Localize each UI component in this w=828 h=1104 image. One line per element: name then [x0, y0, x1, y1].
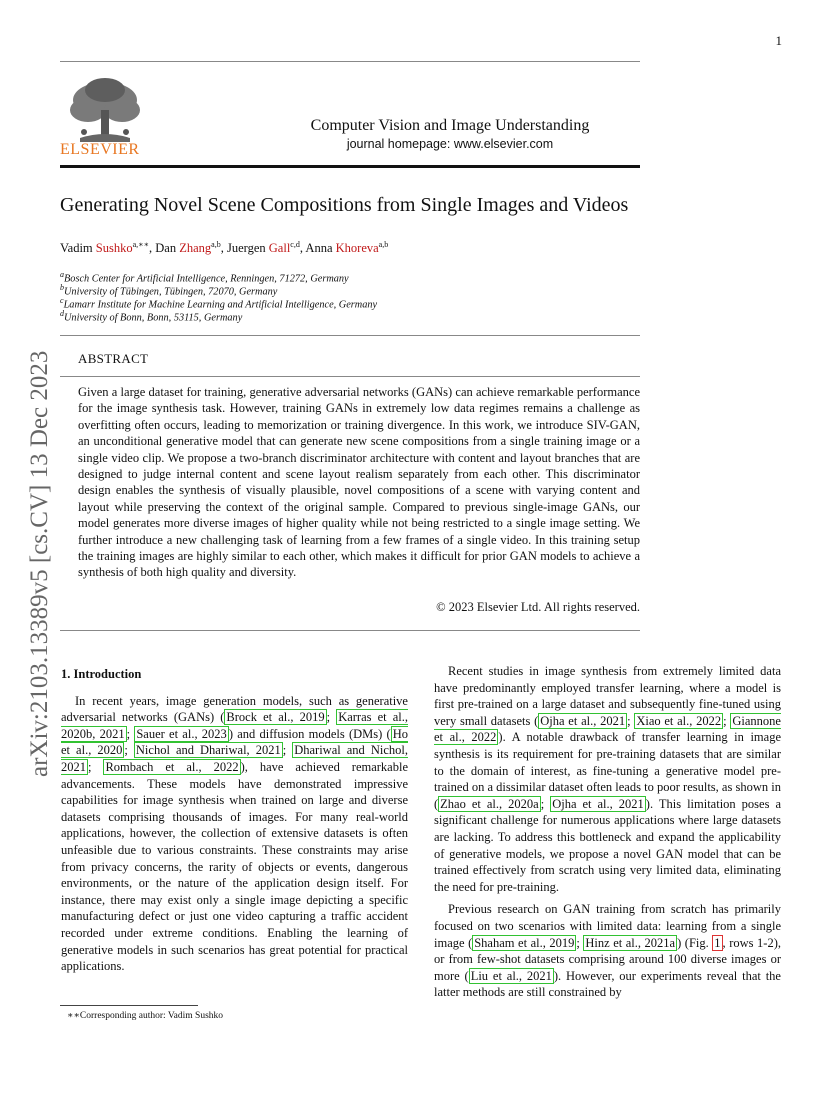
- author-list: [60, 240, 388, 256]
- affiliation-text: Bosch Center for Artificial Intelligence, Renningen, 71272, Germany: [64, 273, 349, 285]
- affiliation: [60, 309, 242, 323]
- affiliation-text: University of Tübingen, Tübingen, 72070, Germany: [64, 286, 278, 298]
- citation-link[interactable]: Brock et al., 2019: [226, 710, 325, 725]
- arxiv-sidebar: [22, 290, 52, 790]
- abstract-heading: ABSTRACT: [78, 351, 149, 366]
- body-text: ;: [126, 726, 135, 741]
- footnote-rule: [60, 1005, 198, 1006]
- citation-link[interactable]: Dhariwal and Nichol, 2021: [61, 743, 408, 774]
- body-text: ;: [88, 759, 104, 774]
- intro-paragraph-2: [434, 663, 781, 895]
- author-first-name: Dan: [155, 241, 180, 256]
- citation-link[interactable]: Nichol and Dhariwal, 2021: [135, 743, 281, 758]
- author-first-name: Anna: [305, 241, 336, 256]
- abstract-bottom-rule: [60, 630, 640, 631]
- journal-name: Computer Vision and Image Understanding: [310, 117, 590, 134]
- body-text: Recent studies in image synthesis from extremely limited data have predominantly employed transfer learning, where a model is first pre-trained on a large dataset and subsequently fine-tuned using very small datasets (: [434, 664, 781, 728]
- citation-link[interactable]: Zhao et al., 2020a: [440, 796, 539, 811]
- right-column: [434, 663, 781, 1007]
- body-text: ;: [124, 743, 134, 758]
- arxiv-identifier: arXiv:2103.13389v5 [cs.CV] 13 Dec 2023: [26, 350, 53, 777]
- body-text: ;: [540, 796, 551, 811]
- body-text: ) (Fig.: [677, 935, 713, 950]
- body-text: ;: [723, 713, 731, 728]
- author-first-name: Vadim: [60, 241, 96, 256]
- citation-link[interactable]: Giannone et al., 2022: [434, 713, 781, 745]
- paper-title: Generating Novel Scene Compositions from Single Images and Videos: [60, 194, 629, 216]
- header-bottom-rule: [60, 165, 640, 168]
- author-separator: ,: [299, 241, 306, 256]
- author-last-name-link[interactable]: Gall: [268, 241, 291, 256]
- citation-link[interactable]: Rombach et al., 2022: [105, 759, 239, 774]
- author-first-name: Juergen: [226, 241, 269, 256]
- citation-link[interactable]: Shaham et al., 2019: [474, 935, 575, 950]
- author-affiliation-marker: a,b: [378, 240, 389, 249]
- header-top-rule: [60, 61, 640, 62]
- body-text: ). This limitation poses a significant challenge for numerous applications where large datasets are lacking. To address this bottleneck and expand the applicability of generative models, we propose a novel GAN model that can be trained effectively from scratch using very limited data, eliminating the need for pre-training.: [434, 796, 781, 894]
- left-column: [61, 663, 408, 981]
- journal-homepage: journal homepage: www.elsevier.com: [346, 137, 554, 151]
- footnote-corresponding-author: ∗∗Corresponding author: Vadim Sushko: [67, 1011, 224, 1021]
- body-text: , rows 1-2), or from few-shot datasets comprising around 100 diverse images or more (: [434, 935, 781, 983]
- page-number: 1: [775, 33, 782, 48]
- figure-reference-link[interactable]: 1: [714, 935, 721, 950]
- section-heading-introduction: 1. Introduction: [61, 667, 142, 681]
- citation-link[interactable]: Liu et al., 2021: [470, 968, 552, 983]
- author-affiliation-marker: c,d: [290, 240, 300, 249]
- body-text: ), have achieved remarkable advancements. These models have demonstrated impressive capabilities for image synthesis when trained on large and diverse datasets comprising thousands of images. For many real-world applications, however, the collection of extensive datasets is often unfeasible due to various constraints. These constraints may arise from privacy concerns, the rarity of objects or events, dangerous environments, or the nature of the application design itself. For instance, there may exist only a single image depicting a specific manufacturing defect or just one video capturing a traffic accident recorded under extreme conditions. Enabling the learning of generative models in such scenarios has great potential for practical applications.: [61, 759, 409, 974]
- body-text: ;: [627, 713, 635, 728]
- citation-link[interactable]: Ojha et al., 2021: [552, 796, 644, 811]
- elsevier-wordmark: ELSEVIER: [60, 141, 140, 158]
- author-affiliation-marker: a,b: [211, 240, 221, 249]
- body-text: ;: [282, 743, 293, 758]
- author-affiliation-marker: a,∗∗: [132, 240, 150, 249]
- affiliation-marker: b: [60, 283, 64, 292]
- author-separator: ,: [220, 241, 227, 256]
- body-text: Previous research on GAN training from scratch has primarily focused on two scenarios with limited data: learning from a single image (: [434, 902, 781, 950]
- copyright-notice: © 2023 Elsevier Ltd. All rights reserved.: [436, 600, 640, 614]
- body-text: ). However, our experiments reveal that the latter methods are still constrained by: [434, 968, 781, 1000]
- abstract-heading-rule: [60, 376, 640, 377]
- author-last-name-link[interactable]: Zhang: [179, 241, 212, 256]
- citation-link[interactable]: Ojha et al., 2021: [540, 713, 626, 728]
- body-text: ). A notable drawback of transfer learning in image synthesis is its requirement for pre-training datasets that are similar to the domain of interest, as fine-tuning a generative model pre-trained on a dissimilar dataset often leads to poor results, as shown in (: [434, 730, 781, 811]
- citation-link[interactable]: Ho et al., 2020: [61, 726, 408, 758]
- abstract-text: Given a large dataset for training, generative adversarial networks (GANs) can achieve remarkable performance for the image synthesis task. However, training GANs in extremely low data regimes remains a challenge as overfitting often occurs, leading to memorization or training divergence. In this work, we introduce SIV-GAN, an unconditional generative model that can generate new scene compositions from a single training image or a single video clip. We propose a two-branch discriminator architecture with content and layout branches that are designed to judge internal content and scene layout realism separately from each other. This discriminator design enables the synthesis of visually plausible, novel compositions of a scene with varying content and layout while preserving the context of the original sample. Compared to previous single-image GANs, our model generates more diverse images of higher quality while not being restricted to a single image setting. We further introduce a new challenging task of learning from a few frames of a single video. In this training setup the training images are highly similar to each other, which makes it difficult for prior GAN models to achieve a synthesis of both high quality and diversity.: [78, 385, 640, 580]
- affiliation-marker: a: [60, 270, 64, 279]
- affiliation-text: Lamarr Institute for Machine Learning and Artificial Intelligence, Germany: [63, 299, 378, 311]
- author-last-name-link[interactable]: Sushko: [95, 241, 133, 256]
- affiliation-marker: d: [60, 309, 64, 318]
- body-text: ;: [576, 935, 584, 950]
- body-text: ;: [326, 710, 337, 725]
- citation-link[interactable]: Karras et al., 2020b, 2021: [61, 710, 409, 741]
- author-last-name-link[interactable]: Khoreva: [335, 241, 379, 256]
- citation-link[interactable]: Xiao et al., 2022: [636, 713, 722, 728]
- author-separator: ,: [149, 241, 156, 256]
- affiliation-text: University of Bonn, Bonn, 53115, Germany: [64, 312, 243, 324]
- body-text: ) and diffusion models (DMs) (: [228, 726, 391, 741]
- intro-paragraph-3: [434, 901, 781, 1001]
- abstract-top-rule: [60, 335, 640, 336]
- body-text: In recent years, image generation models, such as generative adversarial networks (GANs) (: [61, 693, 408, 725]
- citation-link[interactable]: Sauer et al., 2023: [136, 726, 227, 741]
- citation-link[interactable]: Hinz et al., 2021a: [585, 935, 676, 950]
- affiliation-marker: c: [60, 296, 64, 305]
- intro-paragraph-1: [61, 693, 408, 975]
